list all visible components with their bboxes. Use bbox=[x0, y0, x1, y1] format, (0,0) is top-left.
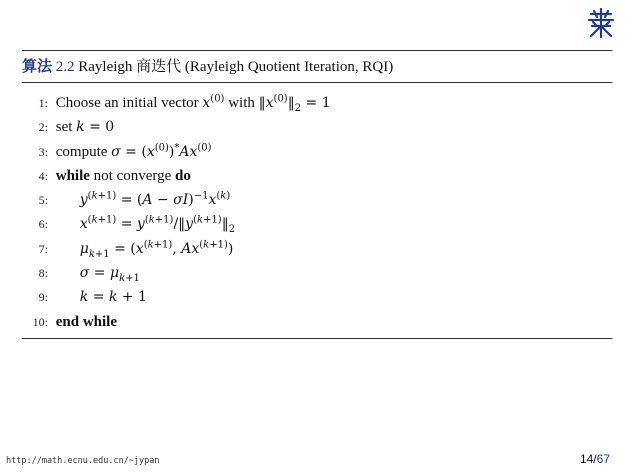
math-expression: $\sigma = (x^{(0)})^*Ax^{(0)}$ bbox=[111, 141, 212, 160]
line-text: not converge bbox=[93, 167, 172, 184]
page-current: 14 bbox=[579, 452, 594, 466]
line-number: 5: bbox=[38, 193, 48, 208]
ecnu-seal-icon bbox=[586, 8, 616, 38]
keyword-while: while bbox=[55, 167, 90, 184]
algorithm-header bbox=[22, 50, 612, 83]
line-number: 1: bbox=[38, 96, 48, 110]
line-text: set bbox=[55, 119, 73, 136]
footer-url[interactable]: http://math.ecnu.edu.cn/~jypan bbox=[6, 456, 160, 466]
algorithm-line bbox=[22, 261, 612, 285]
algorithm-box bbox=[22, 50, 612, 339]
algorithm-number: 2.2 bbox=[55, 59, 75, 75]
algorithm-line bbox=[22, 188, 612, 212]
page-total[interactable]: 67 bbox=[596, 452, 610, 466]
algorithm-line bbox=[22, 91, 612, 115]
math-expression: $x^{(k+1)}$ = $y^{(k+1)}/‖y^{(k+1)}‖_2$ bbox=[79, 214, 236, 236]
line-number: 7: bbox=[38, 241, 48, 256]
algorithm-line bbox=[22, 115, 612, 139]
algorithm-line bbox=[22, 212, 612, 236]
line-number: 4: bbox=[38, 168, 48, 183]
algorithm-body bbox=[22, 83, 612, 339]
algorithm-label: 算法 bbox=[22, 59, 53, 75]
page-counter bbox=[580, 452, 610, 466]
algorithm-line bbox=[22, 285, 612, 309]
algorithm-title: Rayleigh 商迭代 (Rayleigh Quotient Iteration, RQI) bbox=[78, 59, 394, 75]
algorithm-line bbox=[22, 164, 612, 188]
line-number: 8: bbox=[38, 266, 48, 281]
algorithm-line bbox=[22, 140, 612, 164]
math-expression: $\mu_{k+1} = (x^{(k+1)}$, $Ax^{(k+1)}$) bbox=[79, 239, 234, 260]
line-text: Choose an initial vector bbox=[55, 95, 199, 111]
line-number: 6: bbox=[38, 217, 48, 232]
line-number: 3: bbox=[38, 144, 48, 159]
math-expression: k = 0 bbox=[76, 119, 115, 136]
math-expression: $x^{(0)}$ bbox=[202, 93, 225, 111]
line-number: 2: bbox=[38, 120, 48, 135]
keyword-end-while: end while bbox=[55, 313, 118, 330]
line-number: 10: bbox=[32, 314, 48, 329]
algorithm-line bbox=[22, 310, 612, 334]
math-expression: $\sigma = \mu_{k+1}$ bbox=[79, 265, 140, 284]
math-expression: $‖x^{(0)}‖_2 = 1$ bbox=[258, 93, 331, 114]
math-expression: $y^{(k+1)} = (A - \sigma I)^{-1}x^{(k)}$ bbox=[79, 190, 231, 209]
math-expression: k = k + 1 bbox=[79, 289, 147, 306]
line-text: compute bbox=[55, 143, 108, 160]
algorithm-line bbox=[22, 237, 612, 261]
keyword-do: do bbox=[175, 167, 191, 184]
line-text-with: with bbox=[228, 95, 255, 111]
line-number: 9: bbox=[38, 290, 48, 305]
page-separator: / bbox=[593, 452, 597, 466]
